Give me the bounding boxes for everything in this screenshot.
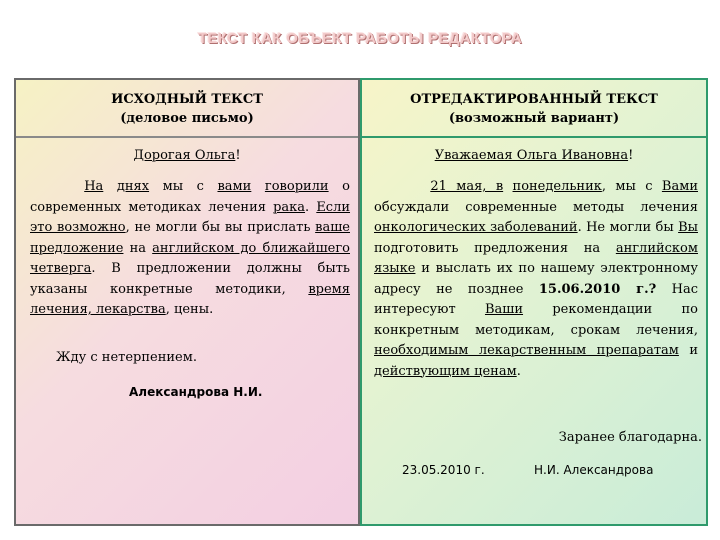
text-run: подготовить предложения на bbox=[374, 240, 616, 256]
text-run: днях bbox=[116, 179, 150, 194]
text-run: английском языке bbox=[374, 240, 698, 276]
edited-panel-heading bbox=[362, 80, 706, 128]
text-run: . bbox=[91, 261, 112, 276]
original-greeting-punct: ! bbox=[235, 148, 241, 163]
text-run: необходимым лекарственным препаратам bbox=[374, 343, 679, 358]
edited-heading-line1: ОТРЕДАКТИРОВАННЫЙ ТЕКСТ bbox=[410, 92, 658, 107]
original-closing: Жду с нетерпением. bbox=[56, 350, 197, 365]
text-run bbox=[503, 179, 512, 194]
text-run: действующим ценам bbox=[374, 363, 517, 379]
text-run: рекомендации по конкретным методикам, срокам лечения, bbox=[374, 302, 698, 338]
text-run: о современных методиках лечения bbox=[30, 179, 350, 215]
text-run: английском до ближайшего четверга bbox=[30, 240, 350, 276]
original-greeting-name: Дорогая Ольга bbox=[133, 148, 236, 163]
text-run: время лечения, лекарства bbox=[30, 281, 350, 317]
text-run: мы с bbox=[149, 179, 218, 194]
text-run bbox=[103, 179, 117, 194]
original-signature: Александрова Н.И. bbox=[129, 385, 263, 399]
text-run: . Не могли бы bbox=[577, 220, 679, 235]
edited-greeting-punct: ! bbox=[628, 148, 634, 163]
edited-greeting bbox=[362, 148, 706, 163]
original-heading-line2: (деловое письмо) bbox=[120, 111, 254, 126]
original-heading-divider bbox=[16, 136, 358, 138]
text-run: ваше предложение bbox=[30, 220, 350, 256]
text-run: понедельник bbox=[512, 179, 602, 194]
text-run: и bbox=[678, 343, 698, 358]
edited-heading-divider bbox=[362, 136, 706, 138]
text-run: На bbox=[84, 179, 104, 194]
text-run: . bbox=[305, 199, 317, 215]
text-run: Ваши bbox=[484, 302, 524, 317]
slide-title: ТЕКСТ КАК ОБЪЕКТ РАБОТЫ РЕДАКТОРА bbox=[198, 30, 522, 47]
original-greeting bbox=[16, 148, 358, 163]
text-run: говорили bbox=[264, 179, 329, 194]
text-run bbox=[251, 179, 265, 194]
text-run: , мы с bbox=[601, 179, 662, 194]
edited-signature: Н.И. Александрова bbox=[534, 463, 654, 477]
text-run: Вы bbox=[678, 220, 698, 235]
text-run: онкологических заболеваний bbox=[374, 220, 578, 235]
original-text-panel bbox=[14, 78, 360, 526]
text-run: вами bbox=[217, 179, 252, 194]
text-run: , не могли бы вы прислать bbox=[125, 220, 316, 235]
edited-letter-body bbox=[374, 177, 698, 382]
edited-closing: Заранее благодарна. bbox=[558, 430, 702, 445]
text-run: В предложении должны быть указаны конкретные методики, bbox=[30, 261, 351, 297]
text-run: Вами bbox=[661, 179, 698, 194]
edited-greeting-name: Уважаемая Ольга Ивановна bbox=[434, 148, 629, 163]
original-letter-body bbox=[30, 177, 350, 321]
text-run: 15.06.2010 г.? bbox=[538, 281, 657, 297]
text-run: Если это возможно bbox=[30, 199, 351, 235]
text-run: 21 мая, в bbox=[430, 179, 504, 194]
original-heading-line1: ИСХОДНЫЙ ТЕКСТ bbox=[111, 92, 263, 107]
text-run: , цены. bbox=[165, 302, 214, 317]
edited-heading-line2: (возможный вариант) bbox=[448, 111, 620, 126]
text-run: рака bbox=[273, 199, 306, 215]
text-run: на bbox=[123, 240, 153, 256]
text-run: . bbox=[516, 363, 521, 379]
text-run: Нас интересуют bbox=[374, 281, 698, 317]
text-run: обсуждали современные методы лечения bbox=[374, 199, 698, 215]
original-panel-heading bbox=[16, 80, 358, 128]
edited-date: 23.05.2010 г. bbox=[402, 463, 485, 477]
text-run: и выслать их по нашему электронному адресу не позднее bbox=[374, 261, 698, 297]
edited-text-panel bbox=[360, 78, 708, 526]
